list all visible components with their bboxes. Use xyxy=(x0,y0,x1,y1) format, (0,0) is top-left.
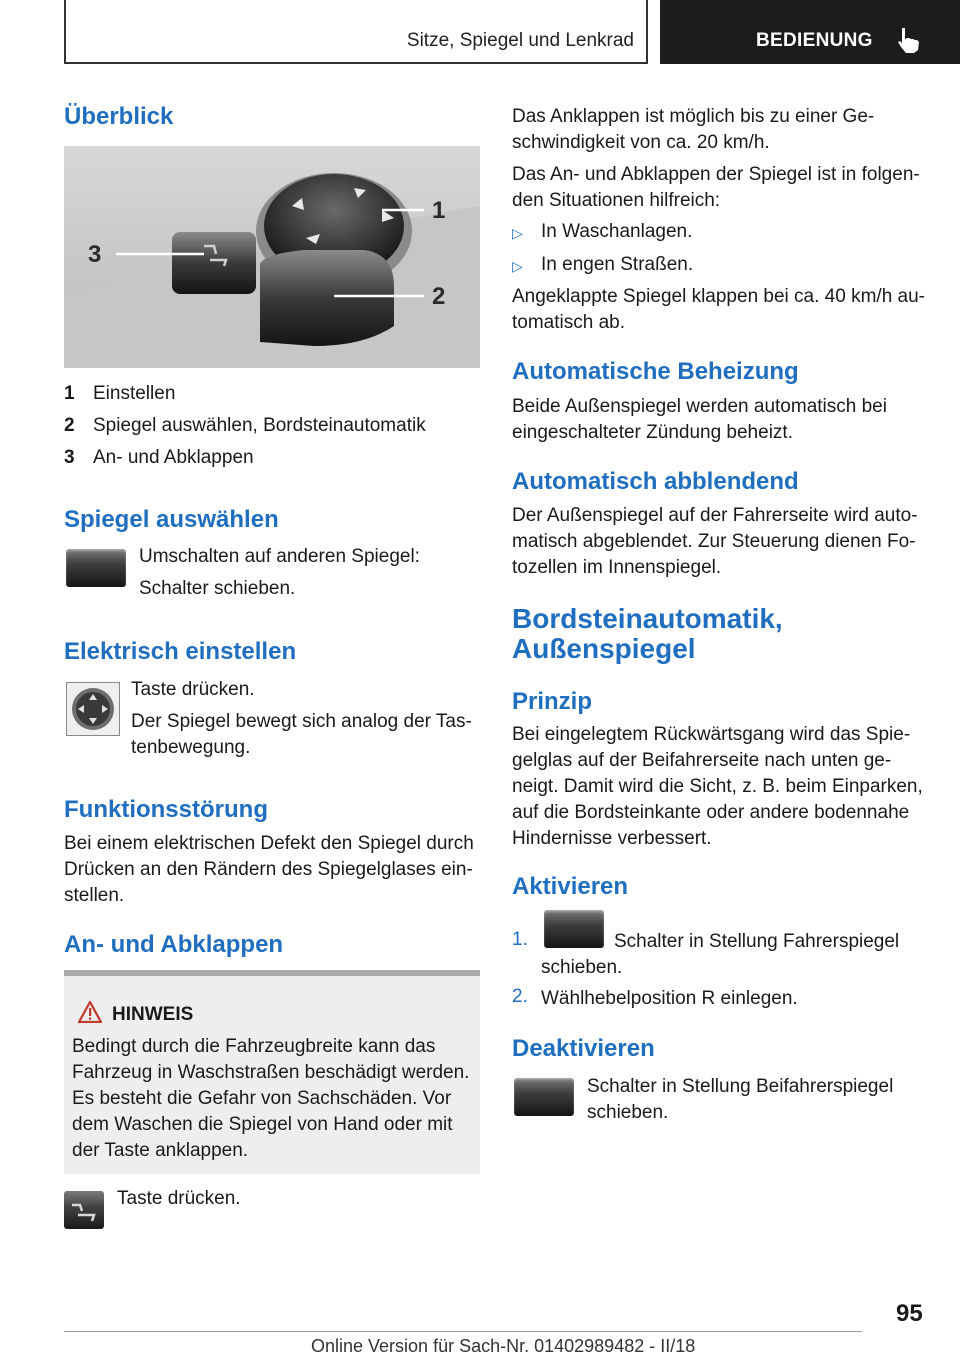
heating-line: Beide Außenspiegel werden automatisch bei xyxy=(512,396,887,417)
note-line: Fahrzeug in Waschstraßen beschädigt werden. xyxy=(72,1062,470,1083)
adjust-heading: Elektrisch einstellen xyxy=(64,638,297,665)
legend-num: 3 xyxy=(64,447,75,468)
dimming-line: matisch abgeblendet. Zur Steuerung dienen Fo- xyxy=(512,531,916,552)
auto-fold-line: Angeklappte Spiegel klappen bei ca. 40 km/h au- xyxy=(512,286,925,307)
bullet-item: In Waschanlagen. xyxy=(541,221,693,242)
principle-line: Hindernisse verbessert. xyxy=(512,828,712,849)
fold-press-text: Taste drücken. xyxy=(117,1188,241,1209)
legend-text: An- und Abklappen xyxy=(93,447,254,468)
fold-line: Das An- und Abklappen der Spiegel ist in folgen- xyxy=(512,164,920,185)
overview-heading: Überblick xyxy=(64,103,174,130)
step-text: Wählhebelposition R einlegen. xyxy=(541,988,798,1009)
figure-legend xyxy=(64,383,480,473)
deactivate-text-b: schieben. xyxy=(587,1102,669,1123)
malfunction-line: Drücken an den Rändern des Spiegelglases ein- xyxy=(64,859,473,880)
section-title: BEDIENUNG xyxy=(756,30,873,51)
header-chapter-box xyxy=(64,0,648,64)
figure-label-3: 3 xyxy=(88,241,102,268)
deactivate-heading: Deaktivieren xyxy=(512,1035,655,1062)
legend-text: Spiegel auswählen, Bordsteinautomatik xyxy=(93,415,426,436)
select-text-1: Umschalten auf anderen Spiegel: xyxy=(139,546,420,567)
fold-button-icon xyxy=(64,1191,104,1229)
note-box xyxy=(64,970,480,1174)
deactivate-text-a: Schalter in Stellung Beifahrerspiegel xyxy=(587,1076,894,1097)
note-line: der Taste anklappen. xyxy=(72,1140,249,1161)
bullet-triangle-icon: ▷ xyxy=(512,225,523,241)
chapter-title: Sitze, Spiegel und Lenkrad xyxy=(406,30,634,51)
online-version-text: Online Version für Sach-Nr. 01402989482 - II/18 xyxy=(311,1336,696,1356)
malfunction-line: Bei einem elektrischen Defekt den Spiegel durch xyxy=(64,833,474,854)
step-number: 1. xyxy=(512,929,528,950)
note-line: Bedingt durch die Fahrzeugbreite kann das xyxy=(72,1036,436,1057)
malfunction-line: stellen. xyxy=(64,885,125,906)
curb-heading-2: Außenspiegel xyxy=(512,633,696,664)
select-text-2: Schalter schieben. xyxy=(139,578,296,599)
legend-num: 2 xyxy=(64,415,75,436)
select-mirror-heading: Spiegel auswählen xyxy=(64,506,279,533)
step-text: Schalter in Stellung Fahrerspiegel xyxy=(614,931,900,952)
warning-triangle-icon xyxy=(78,1001,102,1023)
dimming-line: Der Außenspiegel auf der Fahrerseite wird auto- xyxy=(512,505,918,526)
header-section-box xyxy=(660,0,960,64)
note-body xyxy=(72,1034,472,1164)
bullet-item: In engen Straßen. xyxy=(541,254,694,275)
bullet-triangle-icon: ▷ xyxy=(512,258,523,274)
fold-heading: An- und Abklappen xyxy=(64,931,284,958)
principle-heading: Prinzip xyxy=(512,688,593,715)
figure-label-2: 2 xyxy=(432,283,446,310)
dimming-heading: Automatisch abblendend xyxy=(512,468,799,495)
principle-line: neigt. Damit wird die Sicht, z. B. beim Einparken, xyxy=(512,776,923,797)
note-line: Es besteht die Gefahr von Sachschäden. Vor xyxy=(72,1088,452,1109)
step-text: schieben. xyxy=(541,957,623,978)
selector-switch-icon xyxy=(66,549,126,587)
malfunction-heading: Funktionsstörung xyxy=(64,796,268,823)
principle-line: gelglas auf der Beifahrerseite nach unten ge- xyxy=(512,750,892,771)
note-line: dem Waschen die Spiegel von Hand oder mit xyxy=(72,1114,453,1135)
step-number: 2. xyxy=(512,986,528,1007)
adjust-text-2a: Der Spiegel bewegt sich analog der Tas- xyxy=(131,711,472,732)
principle-line: auf die Bordsteinkante oder andere bodennahe xyxy=(512,802,910,823)
figure-label-1: 1 xyxy=(432,197,446,224)
dimming-line: tozellen im Innenspiegel. xyxy=(512,557,722,578)
principle-line: Bei eingelegtem Rückwärtsgang wird das Spie- xyxy=(512,724,911,745)
legend-num: 1 xyxy=(64,383,75,404)
adjust-text-2b: tenbewegung. xyxy=(131,737,251,758)
adjust-text-1: Taste drücken. xyxy=(131,679,255,700)
heating-heading: Automatische Beheizung xyxy=(512,358,799,385)
hand-pointer-icon xyxy=(896,26,922,54)
dpad-button-icon xyxy=(66,682,120,736)
fold-line: den Situationen hilfreich: xyxy=(512,190,721,211)
selector-switch-icon xyxy=(544,910,604,948)
fold-line: schwindigkeit von ca. 20 km/h. xyxy=(512,132,770,153)
heating-line: eingeschalteter Zündung beheizt. xyxy=(512,422,793,443)
activate-heading: Aktivieren xyxy=(512,873,629,900)
footer-divider xyxy=(64,1331,862,1332)
legend-text: Einstellen xyxy=(93,383,176,404)
auto-fold-line: tomatisch ab. xyxy=(512,312,625,333)
selector-switch-icon xyxy=(514,1078,574,1116)
page-number: 95 xyxy=(896,1300,923,1327)
mirror-control-photo xyxy=(64,146,480,368)
fold-line: Das Anklappen ist möglich bis zu einer Ge- xyxy=(512,106,875,127)
note-title: HINWEIS xyxy=(112,1004,194,1025)
curb-heading-1: Bordsteinautomatik, xyxy=(512,603,783,634)
